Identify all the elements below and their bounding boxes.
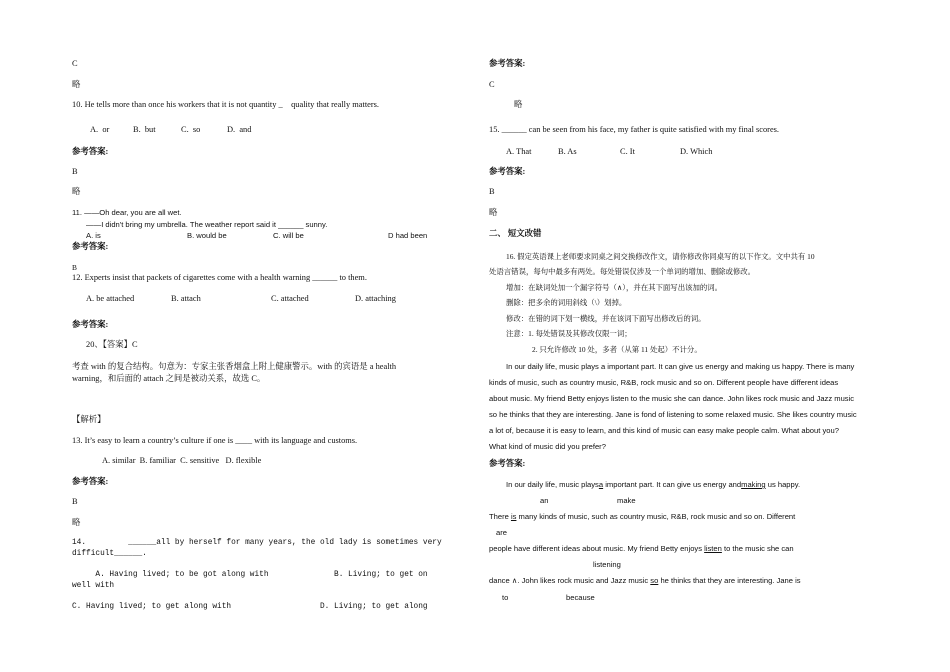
corrected-text: he thinks that they are interesting. Jane is: [658, 576, 801, 585]
corrected-text: dance ∧. John likes rock music and Jazz music: [489, 576, 651, 585]
reference-answer-label: 参考答案:: [72, 147, 109, 156]
corrected-text: In our daily life, music plays: [506, 480, 599, 489]
omitted-mark: 略: [72, 187, 81, 196]
q10-answer: B: [72, 167, 78, 176]
analysis-heading: 【解析】: [72, 415, 106, 424]
passage-line3: about music. My friend Betty enjoys listen to the music she can dance. John likes rock music and Jazz music: [489, 394, 855, 403]
q11-option-b: B. would be: [187, 231, 227, 240]
omitted-mark: 略: [489, 208, 498, 217]
q12-option-c: C. attached: [271, 294, 309, 303]
q11-option-c: C. will be: [273, 231, 304, 240]
q15-option-b: B. As: [558, 147, 577, 156]
q12-option-d: D. attaching: [355, 294, 396, 303]
passage-line4: so he thinks that they are interesting. Jane is fond of listening to some relaxed music. She likes country music: [489, 410, 857, 419]
passage-line2: kinds of music, such as country music, R&B, rock music and so on. Different people have different ideas: [489, 378, 839, 387]
correction-an: an: [540, 496, 549, 505]
question-13: 13. It’s easy to learn a country’s culture if one is ____ with its language and customs.: [72, 436, 358, 445]
corrected-line2: [489, 511, 795, 522]
q16-intro-line1: 16. 假定英语课上老师要求同桌之间交换修改作文，请你修改你同桌写的以下作文。文中共有 10: [506, 252, 815, 261]
q12-explanation-line2: warning，和后面的 attach 之间是被动关系，故选 C。: [72, 374, 266, 383]
corrected-text: important part. It can give us energy and: [603, 480, 742, 489]
q12-explanation-line1: 考查 with 的复合结构。句意为：专家主张香烟盒上附上健康警示。with 的宾语是 a health: [72, 362, 397, 371]
correction-because: because: [566, 593, 595, 602]
reference-answer-label: 参考答案:: [72, 477, 109, 486]
question-14-line2: difficult______.: [72, 550, 147, 558]
reference-answer-label: 参考答案:: [489, 167, 526, 176]
q11-answer: B: [72, 263, 77, 272]
question-12: 12. Experts insist that packets of cigarettes come with a health warning ______ to them.: [72, 273, 367, 282]
omitted-mark: 略: [72, 518, 81, 527]
question-11-line2: ——I didn't bring my umbrella. The weather report said it ______ sunny.: [86, 220, 328, 229]
correction-listening: listening: [593, 560, 621, 569]
passage-line5: a lot of, because it is easy to learn, and this kind of music can easy make people calm. What about you?: [489, 426, 839, 435]
correction-to: to: [502, 593, 509, 602]
error-word: a: [598, 480, 604, 489]
q13-options: A. similar B. familiar C. sensitive D. flexible: [102, 456, 262, 465]
correction-make: make: [617, 496, 636, 505]
q12-option-b: B. attach: [171, 294, 201, 303]
question-11-line1: 11. ——Oh dear, you are all wet.: [72, 208, 182, 217]
error-word: making: [741, 480, 766, 489]
corrected-line1: [506, 479, 800, 490]
correction-are: are: [496, 528, 507, 537]
corrected-line3: [489, 543, 794, 554]
q12-option-a: A. be attached: [86, 294, 135, 303]
q14-options-line1: A. Having lived; to be got along with B. Living; to get on: [72, 571, 428, 579]
corrected-text: to the music she can: [721, 544, 794, 553]
reference-answer-label: 参考答案:: [489, 59, 526, 68]
corrected-text: us happy.: [765, 480, 801, 489]
question-14-line1: 14. ______all by herself for many years, the old lady is sometimes very: [72, 539, 442, 547]
q14-options-line2: well with: [72, 582, 115, 590]
error-word: so: [650, 576, 659, 585]
q10-option-a: A. or: [90, 125, 110, 134]
corrected-text: people have different ideas about music. My friend Betty enjoys: [489, 544, 705, 553]
passage-line6: What kind of music did you prefer?: [489, 442, 606, 451]
q14-options-line3: C. Having lived; to get along with D. Living; to get along: [72, 603, 428, 611]
section-heading-error-correction: 二、 短文改错: [489, 229, 542, 238]
note-line1: 注意：1. 每处错误及其修改仅限一词；: [506, 329, 632, 338]
reference-answer-label: 参考答案:: [72, 320, 109, 329]
q11-option-d: D had been: [388, 231, 428, 240]
rule-delete: 删除：把多余的词用斜线（\）划掉。: [506, 298, 627, 307]
q12-answer: 20、【答案】C: [86, 340, 138, 349]
q15-option-a: A. That: [506, 147, 532, 156]
q13-answer: B: [72, 497, 78, 506]
q10-option-b: B. but: [133, 125, 156, 134]
rule-add: 增加：在缺词处加一个漏字符号（∧），并在其下面写出该加的词。: [506, 283, 723, 292]
question-15: 15. ______ can be seen from his face, my father is quite satisfied with my final scores.: [489, 125, 780, 134]
corrected-line4: [489, 575, 801, 586]
reference-answer-label: 参考答案:: [489, 459, 526, 468]
passage-line1: In our daily life, music plays a important part. It can give us energy and making us happy. There is many: [506, 362, 855, 371]
q10-option-d: D. and: [227, 125, 252, 134]
q16-intro-line2: 处语言错误，每句中最多有两处。每处错误仅涉及一个单词的增加、删除或修改。: [489, 267, 756, 276]
rule-modify: 修改：在错的词下划一横线，并在该词下面写出修改后的词。: [506, 314, 706, 323]
q11-option-a: A. is: [86, 231, 101, 240]
corrected-text: many kinds of music, such as country music, R&B, rock music and so on. Different: [516, 512, 796, 521]
q15-option-c: C. It: [620, 147, 635, 156]
q10-option-c: C. so: [181, 125, 201, 134]
corrected-text: There: [489, 512, 511, 521]
reference-answer-label: 参考答案:: [72, 242, 109, 251]
answer-c: C: [489, 80, 495, 89]
omitted-mark: 略: [514, 100, 523, 109]
error-word: listen: [704, 544, 722, 553]
error-word: is: [510, 512, 517, 521]
q15-option-d: D. Which: [680, 147, 713, 156]
q15-answer: B: [489, 187, 495, 196]
note-line2: 2. 只允许修改 10 处，多者（从第 11 处起）不计分。: [532, 345, 702, 354]
answer-c: C: [72, 59, 78, 68]
omitted-mark: 略: [72, 80, 81, 89]
question-10: 10. He tells more than once his workers that it is not quantity _ quality that really matters.: [72, 100, 380, 109]
